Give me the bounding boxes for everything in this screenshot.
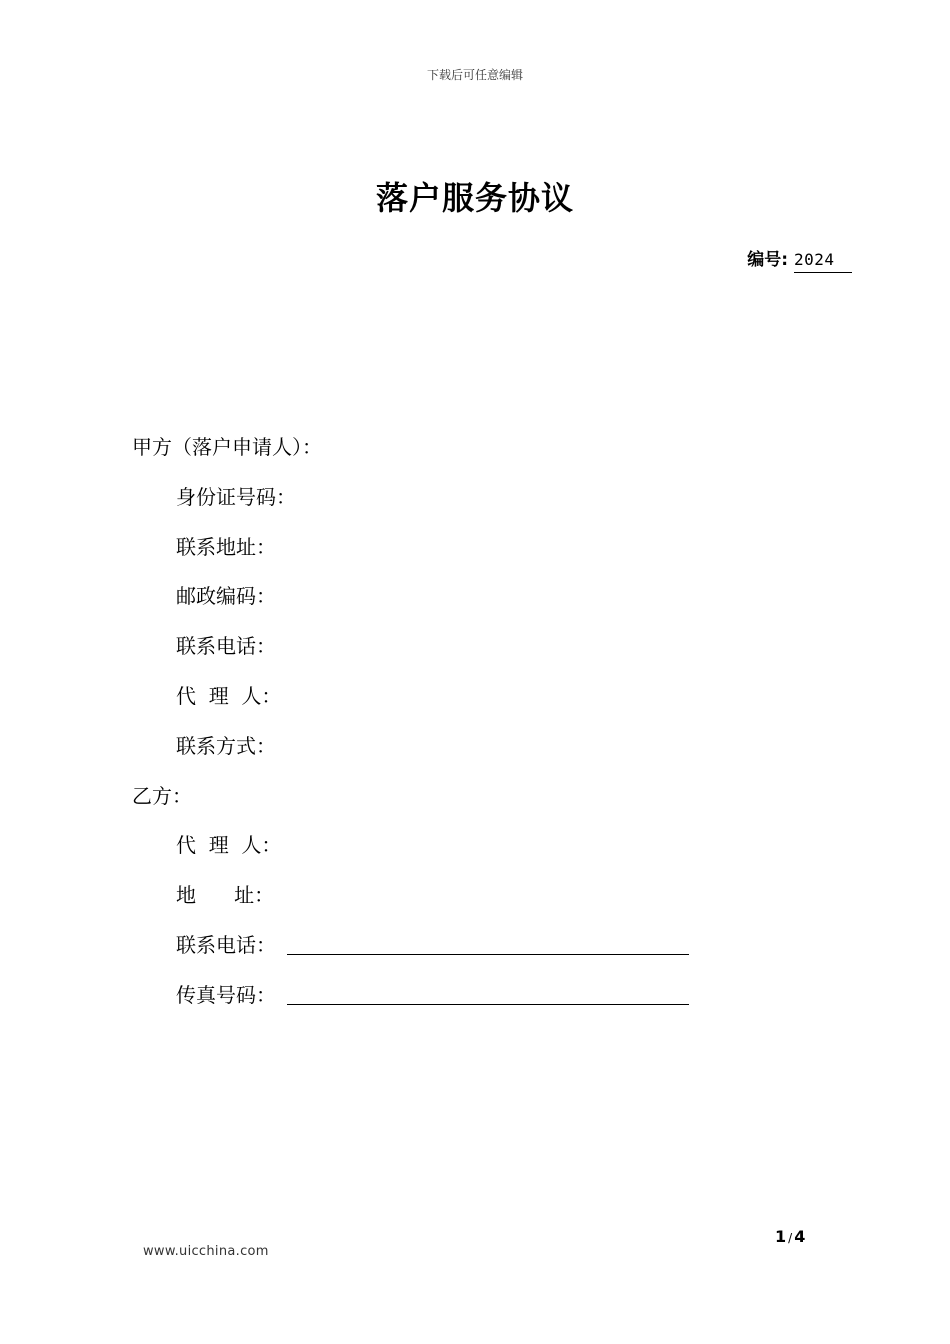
party-a-postcode-label: 邮政编码：: [176, 584, 276, 608]
party-b-address-label: 地 址：: [176, 883, 275, 907]
party-a-address-label: 联系地址：: [176, 535, 276, 559]
party-b-agent-label: 代 理 人：: [176, 833, 282, 857]
party-b-phone-label: 联系电话：: [176, 933, 276, 957]
party-b-fax-fill-line: [287, 1004, 689, 1005]
party-a-id-number-label: 身份证号码：: [176, 485, 296, 509]
party-a-agent-label: 代 理 人：: [176, 684, 282, 708]
party-a-phone-label: 联系电话：: [176, 634, 276, 658]
page-separator: /: [788, 1231, 793, 1245]
page-total: 4: [794, 1227, 806, 1246]
party-b-fax-label: 传真号码：: [176, 983, 276, 1007]
party-a-contact-label: 联系方式：: [176, 734, 276, 758]
party-b-label: 乙方：: [132, 784, 192, 808]
document-number: [747, 248, 852, 273]
party-b-phone-fill-line: [287, 954, 689, 955]
page-current: 1: [775, 1227, 787, 1246]
header-note: 下载后可任意编辑: [426, 68, 523, 82]
footer-url: www.uicchina.com: [143, 1244, 269, 1259]
document-title: 落户服务协议: [375, 179, 574, 217]
document-number-value: 2024: [794, 248, 852, 273]
document-number-label: 编号:: [747, 250, 789, 270]
party-a-label: 甲方（落户申请人）：: [132, 435, 322, 459]
page-number: [775, 1226, 805, 1249]
